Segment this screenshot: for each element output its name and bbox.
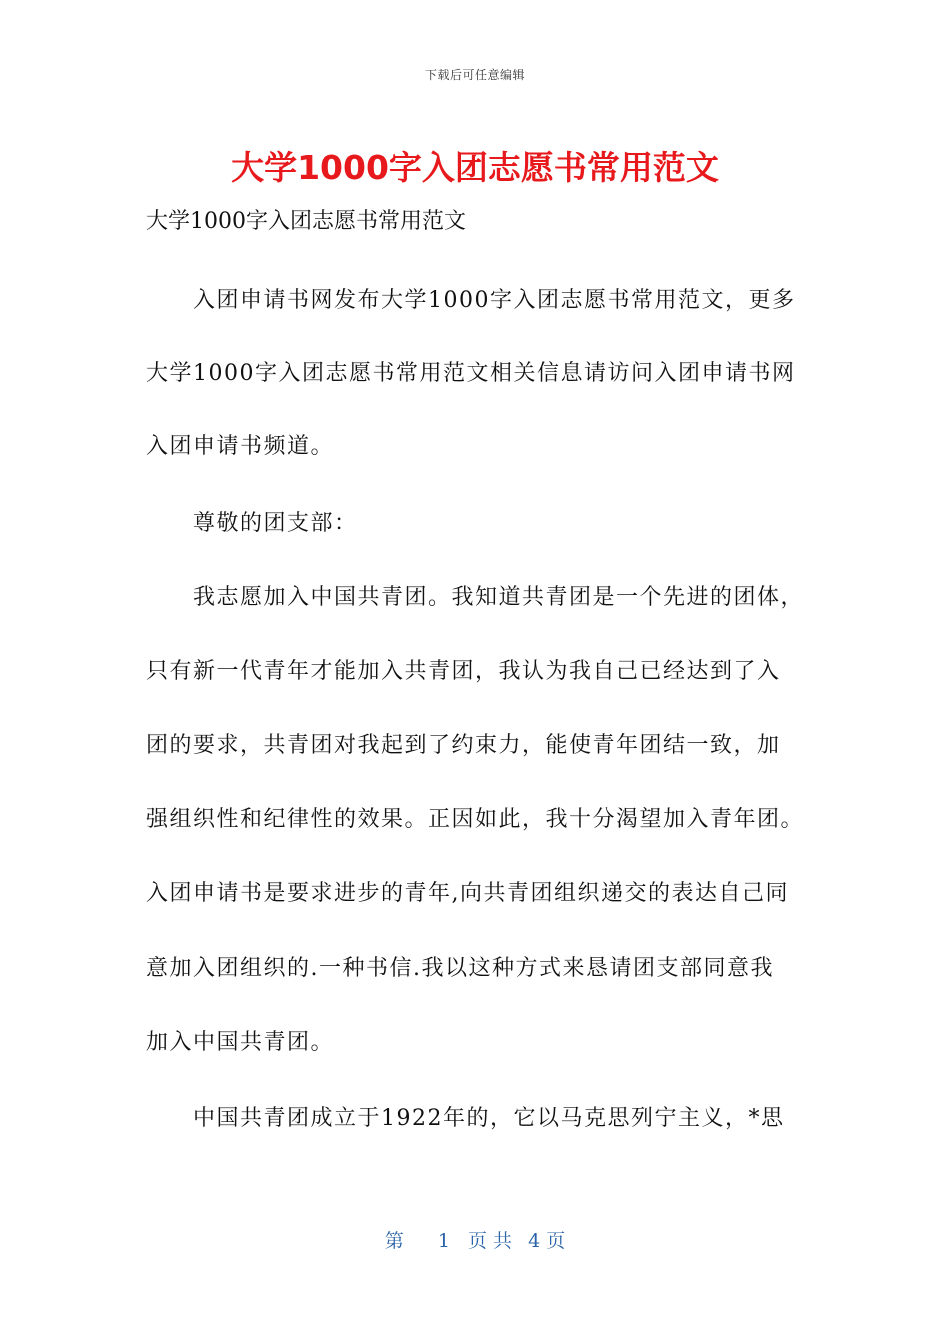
paragraph-line: 团的要求，共青团对我起到了约束力，能使青年团结一致，加 [146,733,781,758]
paragraph-line: 入团申请书网发布大学1000字入团志愿书常用范文，更多 [146,288,796,313]
paragraph-line: 入团申请书是要求进步的青年,向共青团组织递交的表达自己同 [146,881,789,906]
page-current-number: 1 [437,1230,450,1252]
page-footer [0,1226,950,1253]
page-label-prefix: 第 [384,1230,404,1252]
document-title: 大学1000字入团志愿书常用范文 [231,148,719,187]
paragraph-line: 只有新一代青年才能加入共青团，我认为我自己已经达到了入 [146,659,781,684]
document-subtitle: 大学1000字入团志愿书常用范文 [146,209,466,234]
paragraph-line: 意加入团组织的.一种书信.我以这种方式来恳请团支部同意我 [146,956,774,981]
paragraph-line: 中国共青团成立于1922年的，它以马克思列宁主义，*思 [146,1106,785,1131]
paragraph-line: 我志愿加入中国共青团。我知道共青团是一个先进的团体， [146,585,805,610]
page-label-mid: 页 共 [468,1230,513,1252]
page-label-suffix: 页 [546,1230,566,1252]
paragraph-line: 强组织性和纪律性的效果。正因如此，我十分渴望加入青年团。 [146,807,805,832]
page-total-number: 4 [528,1230,541,1252]
paragraph-line: 尊敬的团支部： [146,511,358,536]
paragraph-line: 大学1000字入团志愿书常用范文相关信息请访问入团申请书网 [146,361,796,386]
paragraph-line: 加入中国共青团。 [146,1030,335,1055]
paragraph-line: 入团申请书频道。 [146,434,335,459]
header-note: 下载后可任意编辑 [424,68,525,82]
